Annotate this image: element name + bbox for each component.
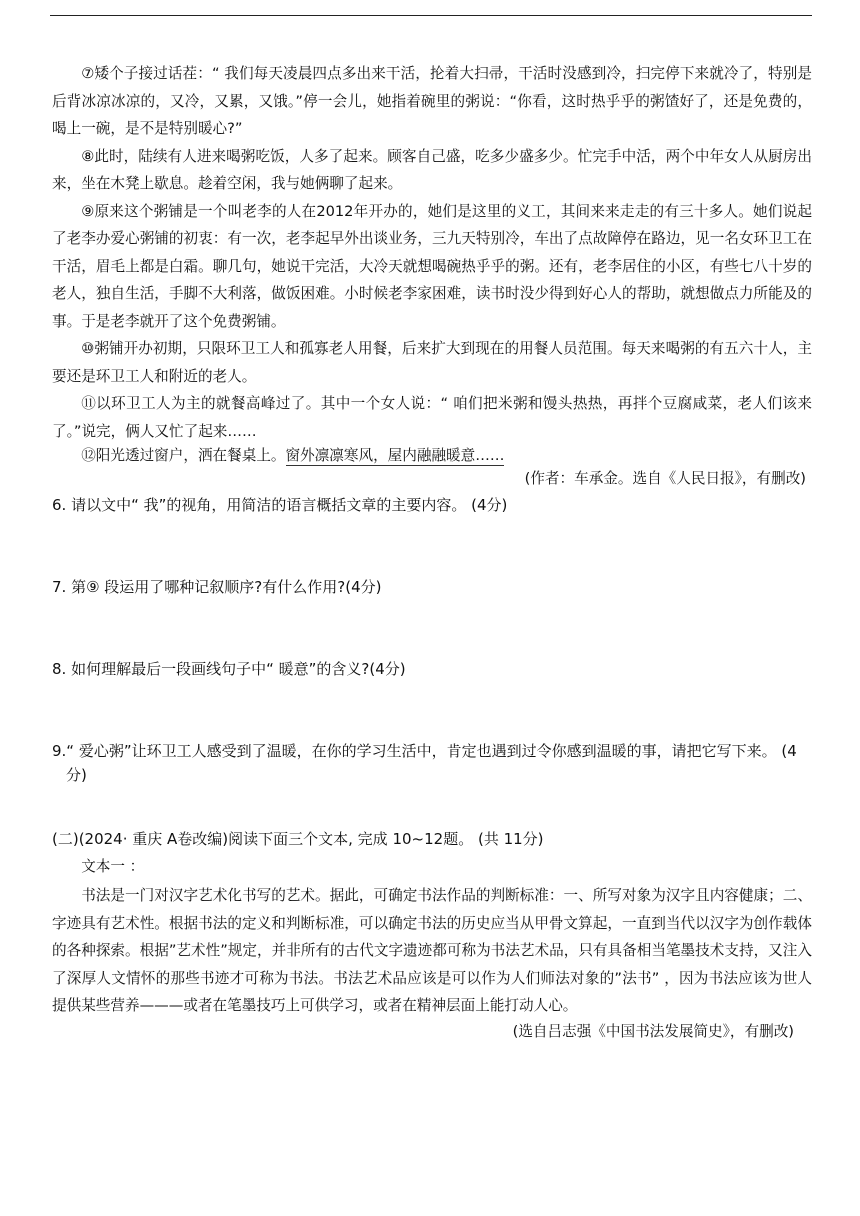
section-2-heading: (二)(2024· 重庆 A卷改编)阅读下面三个文本, 完成 10~12题。 (共 11分) [52,830,544,848]
text-1-body: 书法是一门对汉字艺术化书写的艺术。据此，可确定书法作品的判断标准：一、所写对象为汉字且内容健康；二、字迹具有艺术性。根据书法的定义和判断标准，可以确定书法的历史应当从甲骨文算起，一直到当代以汉字为创作载体的各种探索。根据”艺术性”规定，并非所有的古代文字遗迹都可称为书法艺术品，只有具备相当笔墨技术支持，又注入了深厚人文情怀的那些书迹才可称为书法。书法艺术品应该是可以作为人们师法对象的”法书” ，因为书法应该为世人提供某些营养———或者在笔墨技巧上可供学习，或者在精神层面上能打动人心。 [52,887,812,1014]
paragraph-7: ⑦矮个子接过话茬：“ 我们每天凌晨四点多出来干活，抡着大扫帚，干活时没感到冷，扫完停下来就冷了，特别是后背冰凉冰凉的，又冷，又累，又饿。”停一会儿，她指着碗里的粥说：“你看，这时热乎乎的粥馇好了，还是免费的，喝上一碗，是不是特别暖心?” [52,65,812,137]
passage-source: (作者：车承金。选自《人民日报》，有删改) [524,470,806,487]
text-1-label: 文本一 ： [81,858,145,875]
paragraph-9: ⑨原来这个粥铺是一个叫老李的人在2012年开办的，她们是这里的义工，其间来来走走的有三十多人。她们说起了老李办爱心粥铺的初衷：有一次，老李起早外出谈业务，三九天特别冷，车出了点故障停在路边，见一名女环卫工在干活，眉毛上都是白霜。聊几句，她说干完活，大冷天就想喝碗热乎乎的粥。还有，老李居住的小区，有些七八十岁的老人，独自生活，手脚不大利落，做饭困难。小时候老李家困难，读书时没少得到好心人的帮助，就想做点力所能及的事。于是老李就开了这个免费粥铺。 [52,202,812,330]
question-7: 7. 第⑨ 段运用了哪种记叙顺序?有什么作用?(4分) [52,578,382,596]
paragraph-12-text: ⑫阳光透过窗户，洒在餐桌上。 [81,447,286,464]
question-8: 8. 如何理解最后一段画线句子中“ 暖意”的含义?(4分) [52,660,406,678]
paragraph-8: ⑧此时，陆续有人进来喝粥吃饭，人多了起来。顾客自己盛，吃多少盛多少。忙完手中活，两个中年女人从厨房出来，坐在木凳上歇息。趁着空闲，我与她俩聊了起来。 [52,147,812,192]
underlined-sentence: 窗外凛凛寒风，屋内融融暖意…… [285,447,505,464]
paragraph-11: ⑪以环卫工人为主的就餐高峰过了。其中一个女人说：“ 咱们把米粥和馒头热热，再拌个豆腐咸菜，老人们该来了。”说完，俩人又忙了起来…… [52,395,812,440]
question-9: 9.“ 爱心粥”让环卫工人感受到了温暖，在你的学习生活中，肯定也遇到过令你感到温暖的事，请把它写下来。 (4分) [52,742,797,784]
paragraph-10: ⑩粥铺开办初期，只限环卫工人和孤寡老人用餐，后来扩大到现在的用餐人员范围。每天来喝粥的有五六十人，主要还是环卫工人和附近的老人。 [52,340,812,385]
header-rule [50,15,812,16]
question-6: 6. 请以文中“ 我”的视角，用简洁的语言概括文章的主要内容。 (4分) [52,496,508,514]
paragraph-12 [52,445,812,467]
document-page [52,60,812,1044]
text-1-source: (选自吕志强《中国书法发展简史》，有删改) [512,1022,794,1040]
